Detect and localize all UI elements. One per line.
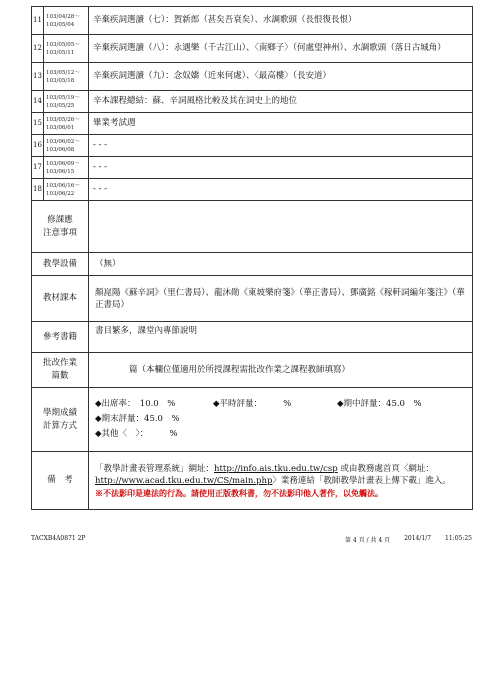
reference-row: [32, 322, 473, 353]
schedule-row: [32, 7, 473, 35]
week-number: 13: [32, 63, 44, 91]
grade-attendance: ◆出席率： 10.0 %: [95, 399, 176, 409]
week-content: 辛本課程總結：蘇、辛詞風格比較及其在詞史上的地位: [89, 91, 473, 113]
week-number: 11: [32, 7, 44, 35]
week-content: - - -: [89, 179, 473, 201]
week-number: 12: [32, 35, 44, 63]
grade-midterm: ◆期中評量：45.0 %: [337, 399, 422, 409]
week-start: 103/05/19～: [46, 94, 80, 101]
notes-value: [89, 201, 473, 253]
grading-line-1: [95, 397, 466, 412]
csp-link[interactable]: http://info.ais.tku.edu.tw/csp: [214, 463, 338, 474]
week-number: 15: [32, 113, 44, 135]
reference-value: 書目繁多，課堂內專節說明: [89, 322, 473, 353]
homework-label-line1: 批改作業: [42, 358, 77, 368]
week-dates: [44, 7, 89, 35]
remarks-value: [89, 452, 473, 510]
remarks-text-1: 「教學計畫表管理系統」網址：: [95, 463, 215, 474]
notes-label: [32, 201, 89, 253]
syllabus-table: [31, 6, 473, 201]
print-date: 2014/1/7: [404, 535, 432, 542]
print-time: 11:05:25: [445, 535, 472, 542]
copyright-warning: ※不法影印是違法的行為。請使用正版教科書，勿不法影印他人著作，以免觸法。: [95, 487, 383, 498]
schedule-row: [32, 91, 473, 113]
notes-row: [32, 201, 473, 253]
reference-label: 參考書籍: [32, 322, 89, 353]
grade-other: ◆其他〈 〉： %: [95, 429, 178, 439]
grading-value: [89, 388, 473, 452]
notes-label-line2: 注意事項: [42, 227, 77, 238]
remarks-row: [32, 452, 473, 510]
week-end: 103/06/22: [46, 190, 75, 197]
week-end: 103/05/04: [46, 21, 75, 28]
notes-label-line1: 修課應: [47, 214, 73, 225]
equipment-label: 教學設備: [32, 253, 89, 276]
textbook-row: [32, 276, 473, 322]
week-dates: [44, 179, 89, 201]
week-start: 103/05/26～: [46, 116, 80, 123]
week-end: 103/05/11: [46, 49, 75, 56]
week-content: 辛棄疾詞選讀（九）：念奴嬌（近來何處）、〈最高樓〉（長安道）: [89, 63, 473, 91]
remarks-text-3: 〉業務連結「教師教學計畫表上傳下載」進入。: [272, 475, 451, 486]
remarks-text-2: 或由教務處首頁〈網址：: [337, 463, 434, 474]
week-number: 14: [32, 91, 44, 113]
week-content: 辛棄疾詞選讀（七）：賀新郎（甚矣吾衰矣）、水調歌頭（長恨復長恨）: [89, 7, 473, 35]
grading-row: [32, 388, 473, 452]
grading-line-2: [95, 412, 466, 427]
schedule-row: [32, 35, 473, 63]
week-dates: [44, 157, 89, 179]
week-dates: [44, 91, 89, 113]
week-number: 18: [32, 179, 44, 201]
homework-label: [32, 353, 89, 388]
week-start: 103/06/09～: [46, 160, 80, 167]
textbook-value: 顏崑陽《蘇辛詞》（里仁書局）、龍沐勛《東坡樂府箋》（華正書局）、鄧廣銘《稼軒詞編年箋注》（華正書局）: [89, 276, 473, 322]
week-end: 103/05/25: [46, 102, 75, 109]
page-number: 第 4 頁 / 共 4 頁: [344, 537, 391, 544]
week-dates: [44, 135, 89, 157]
schedule-row: [32, 135, 473, 157]
footer-right: [345, 535, 472, 544]
week-end: 103/06/15: [46, 168, 75, 175]
week-start: 103/05/05～: [46, 41, 80, 48]
week-start: 103/06/02～: [46, 138, 80, 145]
schedule-row: [32, 179, 473, 201]
week-content: - - -: [89, 135, 473, 157]
week-dates: [44, 63, 89, 91]
form-code: TACXB4A0871 2P: [31, 535, 86, 542]
homework-value: 篇（本欄位僅適用於所授課程需批改作業之課程教師填寫）: [89, 353, 473, 388]
schedule-row: [32, 113, 473, 135]
schedule-row: [32, 63, 473, 91]
week-start: 103/06/16～: [46, 182, 80, 189]
week-start: 103/04/28～: [46, 13, 80, 20]
grading-label-line2: 計算方式: [42, 420, 77, 431]
grading-label-line1: 學期成績: [42, 407, 77, 418]
schedule-rows: [32, 7, 473, 201]
syllabus-sheet: [31, 6, 472, 510]
remarks-label: 備 考: [32, 452, 89, 510]
week-dates: [44, 35, 89, 63]
week-end: 103/06/01: [46, 124, 75, 131]
week-content: 辛棄疾詞選讀（八）：永遇樂（千古江山）、〈南鄉子〉（何處望神州）、水調歌頭（落日古城角）: [89, 35, 473, 63]
week-content: 畢業考試週: [89, 113, 473, 135]
week-end: 103/05/18: [46, 77, 75, 84]
week-dates: [44, 113, 89, 135]
schedule-row: [32, 157, 473, 179]
acad-link[interactable]: http://www.acad.tku.edu.tw/CS/main.php: [95, 475, 273, 486]
course-info-table: [31, 200, 473, 510]
grade-final: ◆期末評量：45.0 %: [95, 414, 180, 424]
grade-regular: ◆平時評量： %: [213, 399, 292, 409]
week-number: 17: [32, 157, 44, 179]
week-content: - - -: [89, 157, 473, 179]
week-end: 103/06/08: [46, 146, 75, 153]
equipment-row: [32, 253, 473, 276]
textbook-label: 教材課本: [32, 276, 89, 322]
page-footer: [31, 535, 472, 544]
week-start: 103/05/12～: [46, 69, 80, 76]
homework-label-line2: 篇數: [51, 371, 69, 381]
week-number: 16: [32, 135, 44, 157]
grading-label: [32, 388, 89, 452]
grading-line-3: [95, 427, 466, 442]
homework-row: [32, 353, 473, 388]
equipment-value: （無）: [89, 253, 473, 276]
